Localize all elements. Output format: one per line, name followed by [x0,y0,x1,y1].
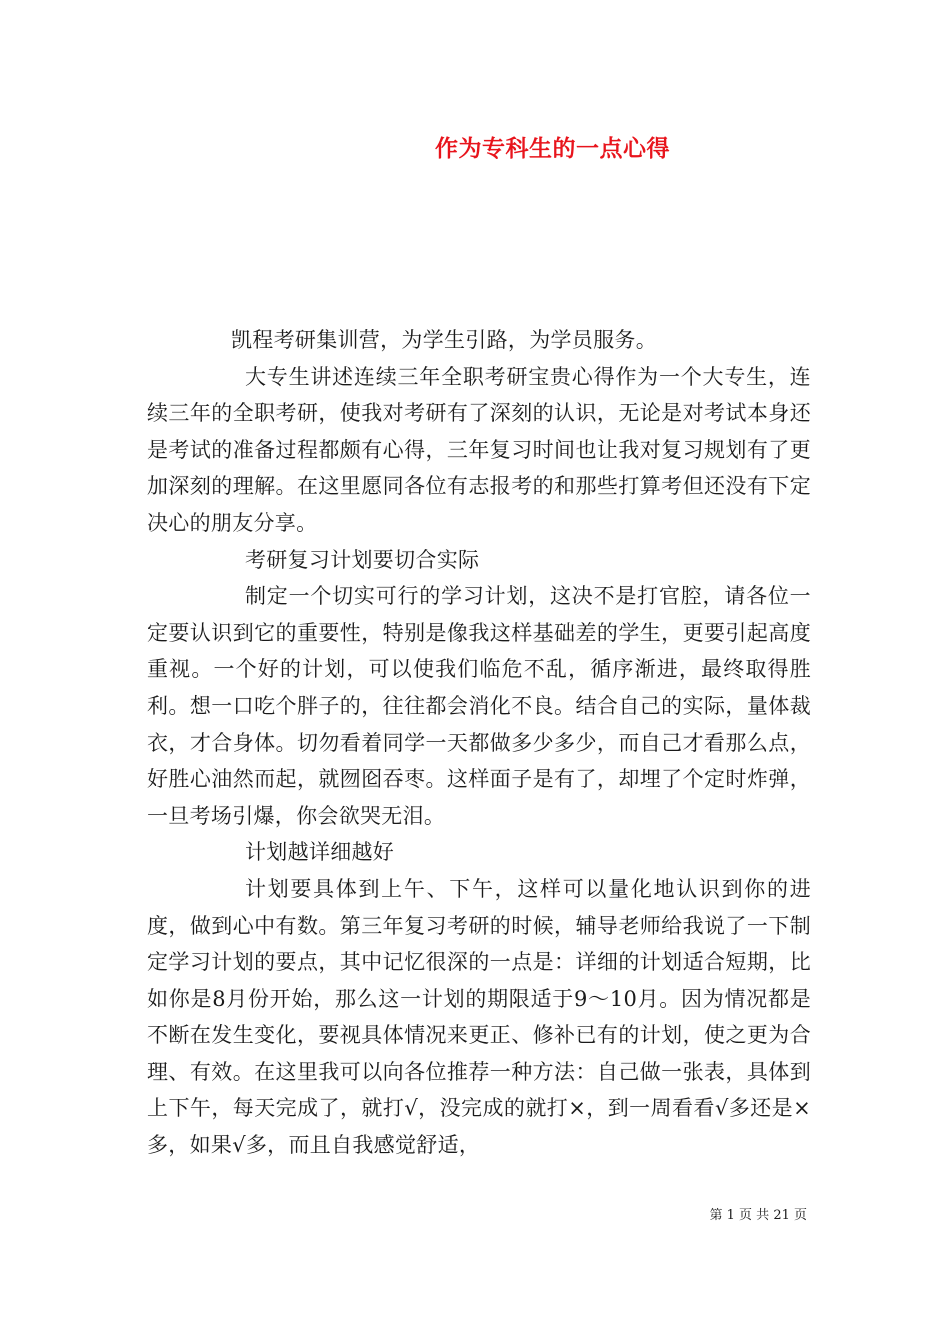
document-body [147,322,811,1164]
paragraph-intro: 凯程考研集训营，为学生引路，为学员服务。 [231,328,657,352]
page-number-footer: 第 1 页 共 21 页 [709,1208,807,1223]
section-heading-plan-detailed: 计划越详细越好 [245,840,395,865]
paragraph-background: 大专生讲述连续三年全职考研宝贵心得作为一个大专生，连续三年的全职考研，使我对考研有了深刻的认识，无论是对考试本身还是考试的准备过程都颇有心得，三年复习时间也让我对复习规划有了更加深刻的理解。在这里愿同各位有志报考的和那些打算考但还没有下定决心的朋友分享。 [147,364,811,535]
paragraph-plan-detailed: 计划要具体到上午、下午，这样可以量化地认识到你的进度，做到心中有数。第三年复习考研的时候，辅导老师给我说了一下制定学习计划的要点，其中记忆很深的一点是：详细的计划适合短期，比如你是8月份开始，那么这一计划的期限适于9～10月。因为情况都是不断在发生变化，要视具体情况来更正、修补已有的计划，使之更为合理、有效。在这里我可以向各位推荐一种方法：自己做一张表，具体到上下午，每天完成了，就打√，没完成的就打×，到一周看看√多还是×多，如果√多，而且自我感觉舒适， [147,876,811,1158]
document-title: 作为专科生的一点心得 [435,135,670,162]
paragraph-plan-practical: 制定一个切实可行的学习计划，这决不是打官腔，请各位一定要认识到它的重要性，特别是像我这样基础差的学生，更要引起高度重视。一个好的计划，可以使我们临危不乱，循序渐进，最终取得胜利。想一口吃个胖子的，往往都会消化不良。结合自己的实际，量体裁衣，才合身体。切勿看着同学一天都做多少多少，而自己才看那么点，好胜心油然而起，就囫囵吞枣。这样面子是有了，却埋了个定时炸弹，一旦考场引爆，你会欲哭无泪。 [147,584,811,828]
section-heading-plan-practical: 考研复习计划要切合实际 [245,547,480,572]
